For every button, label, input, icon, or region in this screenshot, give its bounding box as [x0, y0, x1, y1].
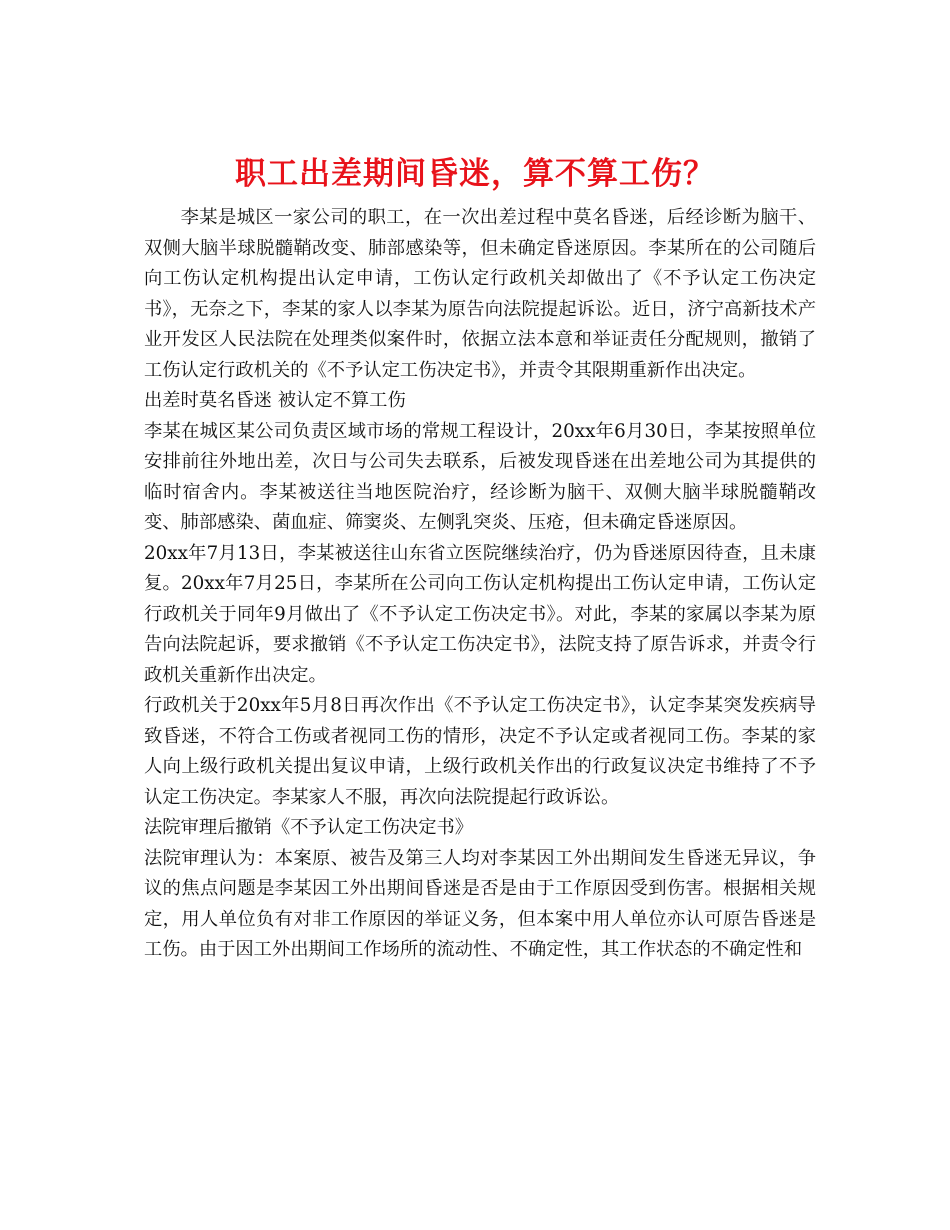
article-body — [144, 203, 816, 966]
paragraph-intro: 李某是城区一家公司的职工，在一次出差过程中莫名昏迷，后经诊断为脑干、双侧大脑半球脱髓鞘改变、肺部感染等，但未确定昏迷原因。李某所在的公司随后向工伤认定机构提出认定申请，工伤认定行政机关却做出了《不予认定工伤决定书》，无奈之下，李某的家人以李某为原告向法院提起诉讼。近日，济宁高新技术产业开发区人民法院在处理类似案件时，依据立法本意和举证责任分配规则，撤销了工伤认定行政机关的《不予认定工伤决定书》，并责令其限期重新作出决定。 — [144, 207, 816, 381]
section-heading-2: 法院审理后撤销《不予认定工伤决定书》 — [144, 817, 474, 838]
paragraph-second-decision: 行政机关于20xx年5月8日再次作出《不予认定工伤决定书》，认定李某突发疾病导致昏迷，不符合工伤或者视同工伤的情形，决定不予认定或者视同工伤。李某的家人向上级行政机关提出复议申请，上级行政机关作出的行政复议决定书维持了不予认定工伤决定。李某家人不服，再次向法院提起行政诉讼。 — [144, 695, 816, 808]
paragraph-treatment: 20xx年7月13日，李某被送往山东省立医院继续治疗，仍为昏迷原因待查，且未康复。20xx年7月25日，李某所在公司向工伤认定机构提出工伤认定申请，工伤认定行政机关于同年9月做出了《不予认定工伤决定书》。对此，李某的家属以李某为原告向法院起诉，要求撤销《不予认定工伤决定书》，法院支持了原告诉求，并责令行政机关重新作出决定。 — [144, 542, 816, 686]
page-title: 职工出差期间昏迷，算不算工伤？ — [235, 155, 715, 192]
paragraph-case-background: 李某在城区某公司负责区域市场的常规工程设计，20xx年6月30日，李某按照单位安排前往外地出差，次日与公司失去联系，后被发现昏迷在出差地公司为其提供的临时宿舍内。李某被送往当地医院治疗，经诊断为脑干、双侧大脑半球脱髓鞘改变、肺部感染、菌血症、筛窦炎、左侧乳突炎、压疮，但未确定昏迷原因。 — [144, 420, 816, 533]
paragraph-court-reasoning: 法院审理认为：本案原、被告及第三人均对李某因工外出期间发生昏迷无异议，争议的焦点问题是李某因工外出期间昏迷是否是由于工作原因受到伤害。根据相关规定，用人单位负有对非工作原因的举证义务，但本案中用人单位亦认可原告昏迷是工伤。由于因工外出期间工作场所的流动性、不确定性，其工作状态的不确定性和 — [144, 847, 816, 960]
section-heading-1: 出差时莫名昏迷 被认定不算工伤 — [144, 390, 406, 411]
